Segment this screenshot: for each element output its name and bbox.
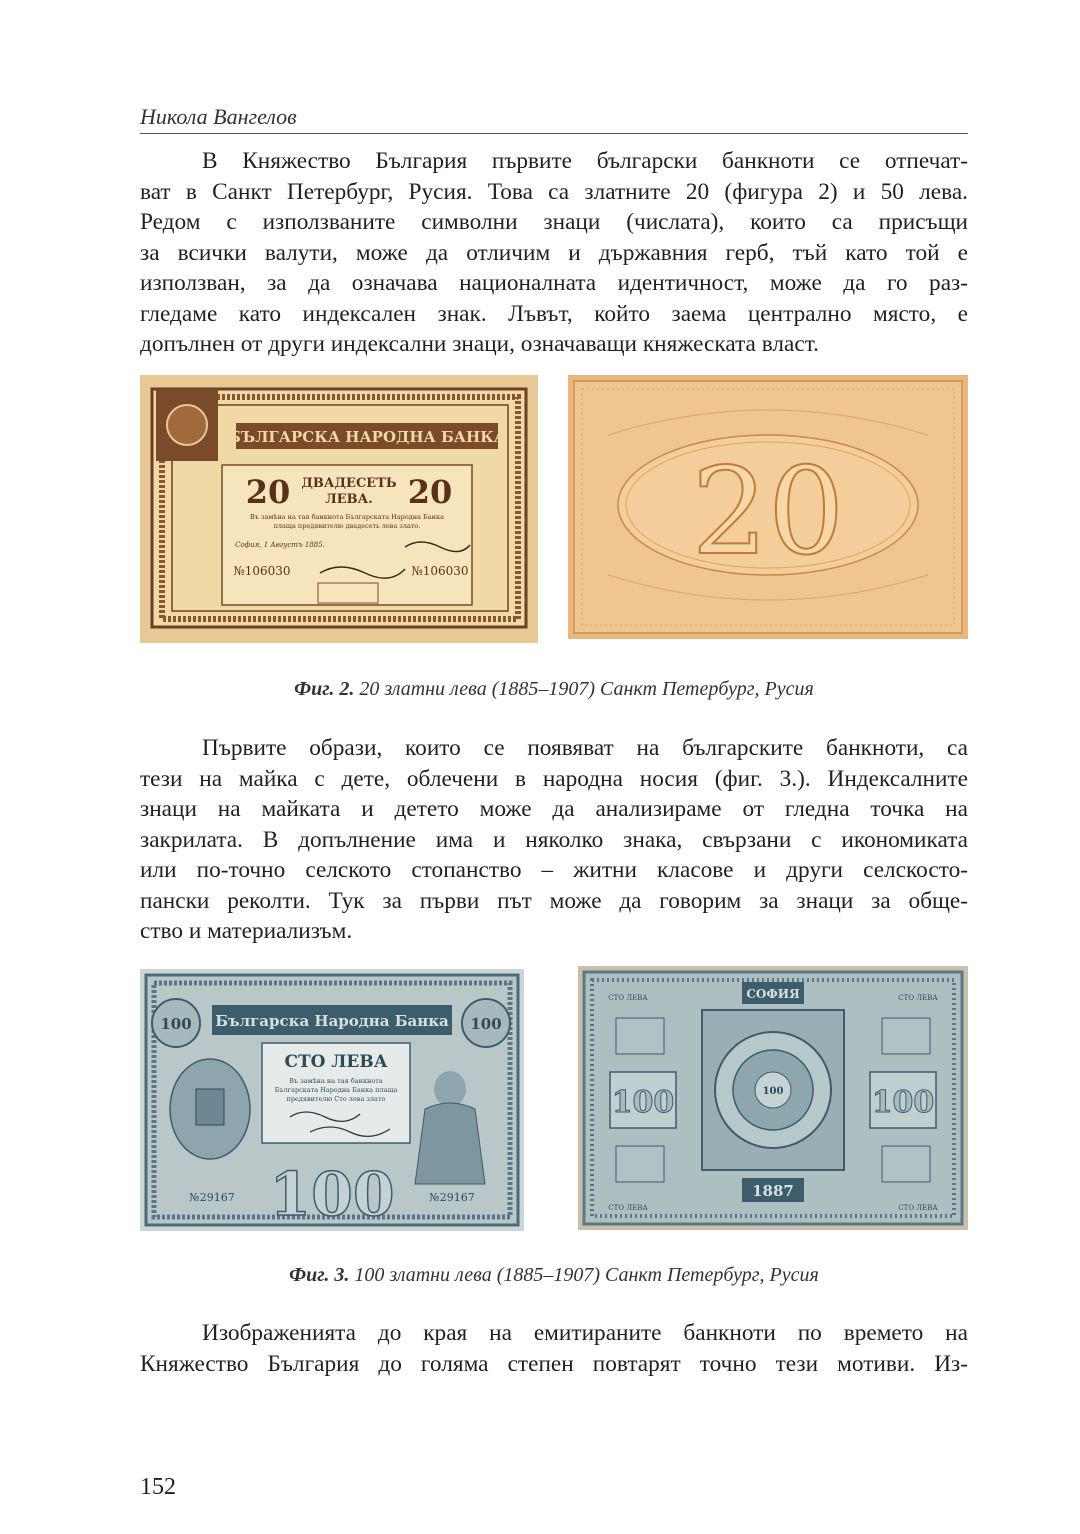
corner-numeral-right: 100 [470, 1015, 502, 1033]
paragraph-2 [140, 733, 968, 947]
paragraph-line: пански реколти. Тук за първи път може да говорим за знаци за обще- [140, 887, 968, 914]
serial-left: №106030 [233, 564, 291, 578]
back-year-text: 1887 [752, 1182, 794, 1200]
corner-label-tr: СТО ЛЕВА [898, 994, 938, 1002]
figure-3-caption-text: 100 златни лева (1885–1907) Санкт Петербург, Русия [354, 1264, 819, 1286]
figure-2-caption [140, 678, 968, 701]
right-panel-numeral: 100 [871, 1085, 935, 1120]
paragraph-line: за всички валути, може да отличим и държавния герб, тъй като той е [140, 239, 968, 266]
paragraph-line: гледаме като индексален знак. Лъвът, който заема централно място, е [140, 300, 968, 327]
corner-label-bl: СТО ЛЕВА [608, 1204, 648, 1212]
paragraph-line: В Княжество България първите български банкноти се отпечат- [202, 148, 968, 174]
currency-word: ЛЕВА. [325, 492, 373, 507]
paragraph-line: използван, за да означава националната идентичност, може да го раз- [140, 270, 968, 296]
denomination-word: ДВАДЕСЕТЬ [301, 476, 397, 491]
corner-label-tl: СТО ЛЕВА [608, 994, 648, 1002]
running-header: Никола Вангелов [140, 104, 297, 129]
corner-numeral-left: 100 [160, 1015, 192, 1033]
center-numeral: 100 [762, 1086, 784, 1097]
paragraph-line: Редом с използваните символни знаци (числата), които са присъщи [140, 209, 968, 235]
back-numeral: 20 [691, 443, 845, 582]
back-city-text: СОФИЯ [746, 987, 800, 1001]
paragraph-line: ват в Санкт Петербург, Русия. Това са златните 20 (фигура 2) и 50 лева. [140, 178, 968, 205]
place-date-text: София, 1 Августъ 1885. [235, 541, 325, 549]
paragraph-line: или по-точно селското стопанство – житни класове и други селскосто- [140, 857, 968, 883]
paragraph-line: тези на майка с дете, облечени в народна носия (фиг. 3.). Индексалните [140, 765, 968, 792]
figure-2-back-banknote [568, 375, 968, 639]
bank-name-text: БЪЛГАРСКА НАРОДНА БАНКА [227, 428, 507, 446]
figure-2-caption-label: Фиг. 2. [294, 678, 355, 700]
figure-3-back-banknote [578, 966, 968, 1230]
paragraph-line: Изображенията до края на емитираните банкноти по времето на [202, 1320, 968, 1346]
header-rule [140, 133, 968, 134]
figure-3-caption [140, 1264, 968, 1287]
figure-2-front-banknote [140, 375, 538, 643]
paragraph-line: ство и материализъм. [140, 918, 353, 944]
promise-text-3: предявителю Сто лева злато [286, 1095, 386, 1103]
large-numeral: 100 [269, 1160, 395, 1230]
figure-3-front-banknote [140, 969, 524, 1231]
promise-text: Въ замѣна на тая банкнота Българската Народна Банка [250, 513, 444, 521]
paragraph-line: допълнен от други индексални знаци, означаващи княжеската власт. [140, 331, 819, 357]
paragraph-line: Княжество България до голяма степен повтарят точно тези мотиви. Из- [140, 1350, 968, 1377]
paragraph-3 [140, 1318, 968, 1379]
figure-3-caption-label: Фиг. 3. [289, 1264, 350, 1286]
paragraph-line: Първите образи, които се появяват на българските банкноти, са [202, 735, 968, 761]
paragraph-line: знаци на майката и детето може да анализираме от гледна точка на [140, 796, 968, 822]
numeral-left: 20 [245, 473, 291, 511]
bank-name-text: Българска Народна Банка [215, 1012, 449, 1030]
promise-text-2: плаща предявителю двадесеть лева злато. [273, 522, 421, 530]
numeral-right: 20 [407, 473, 453, 511]
promise-text-1: Въ замѣна на тая банкнота [289, 1077, 383, 1085]
denomination-word: СТО ЛЕВА [284, 1052, 388, 1072]
page-number: 152 [140, 1474, 176, 1500]
corner-label-br: СТО ЛЕВА [898, 1204, 938, 1212]
figure-2-caption-text: 20 златни лева (1885–1907) Санкт Петербург, Русия [359, 678, 814, 700]
serial-right: №106030 [411, 564, 469, 578]
left-panel-numeral: 100 [611, 1085, 675, 1120]
serial-right: №29167 [429, 1191, 475, 1204]
paragraph-line: закрилата. В допълнение има и няколко знака, свързани с икономиката [140, 826, 968, 853]
promise-text-2: Българската Народна Банка плаща [274, 1086, 398, 1094]
paragraph-1 [140, 146, 968, 360]
serial-left: №29167 [189, 1191, 235, 1204]
